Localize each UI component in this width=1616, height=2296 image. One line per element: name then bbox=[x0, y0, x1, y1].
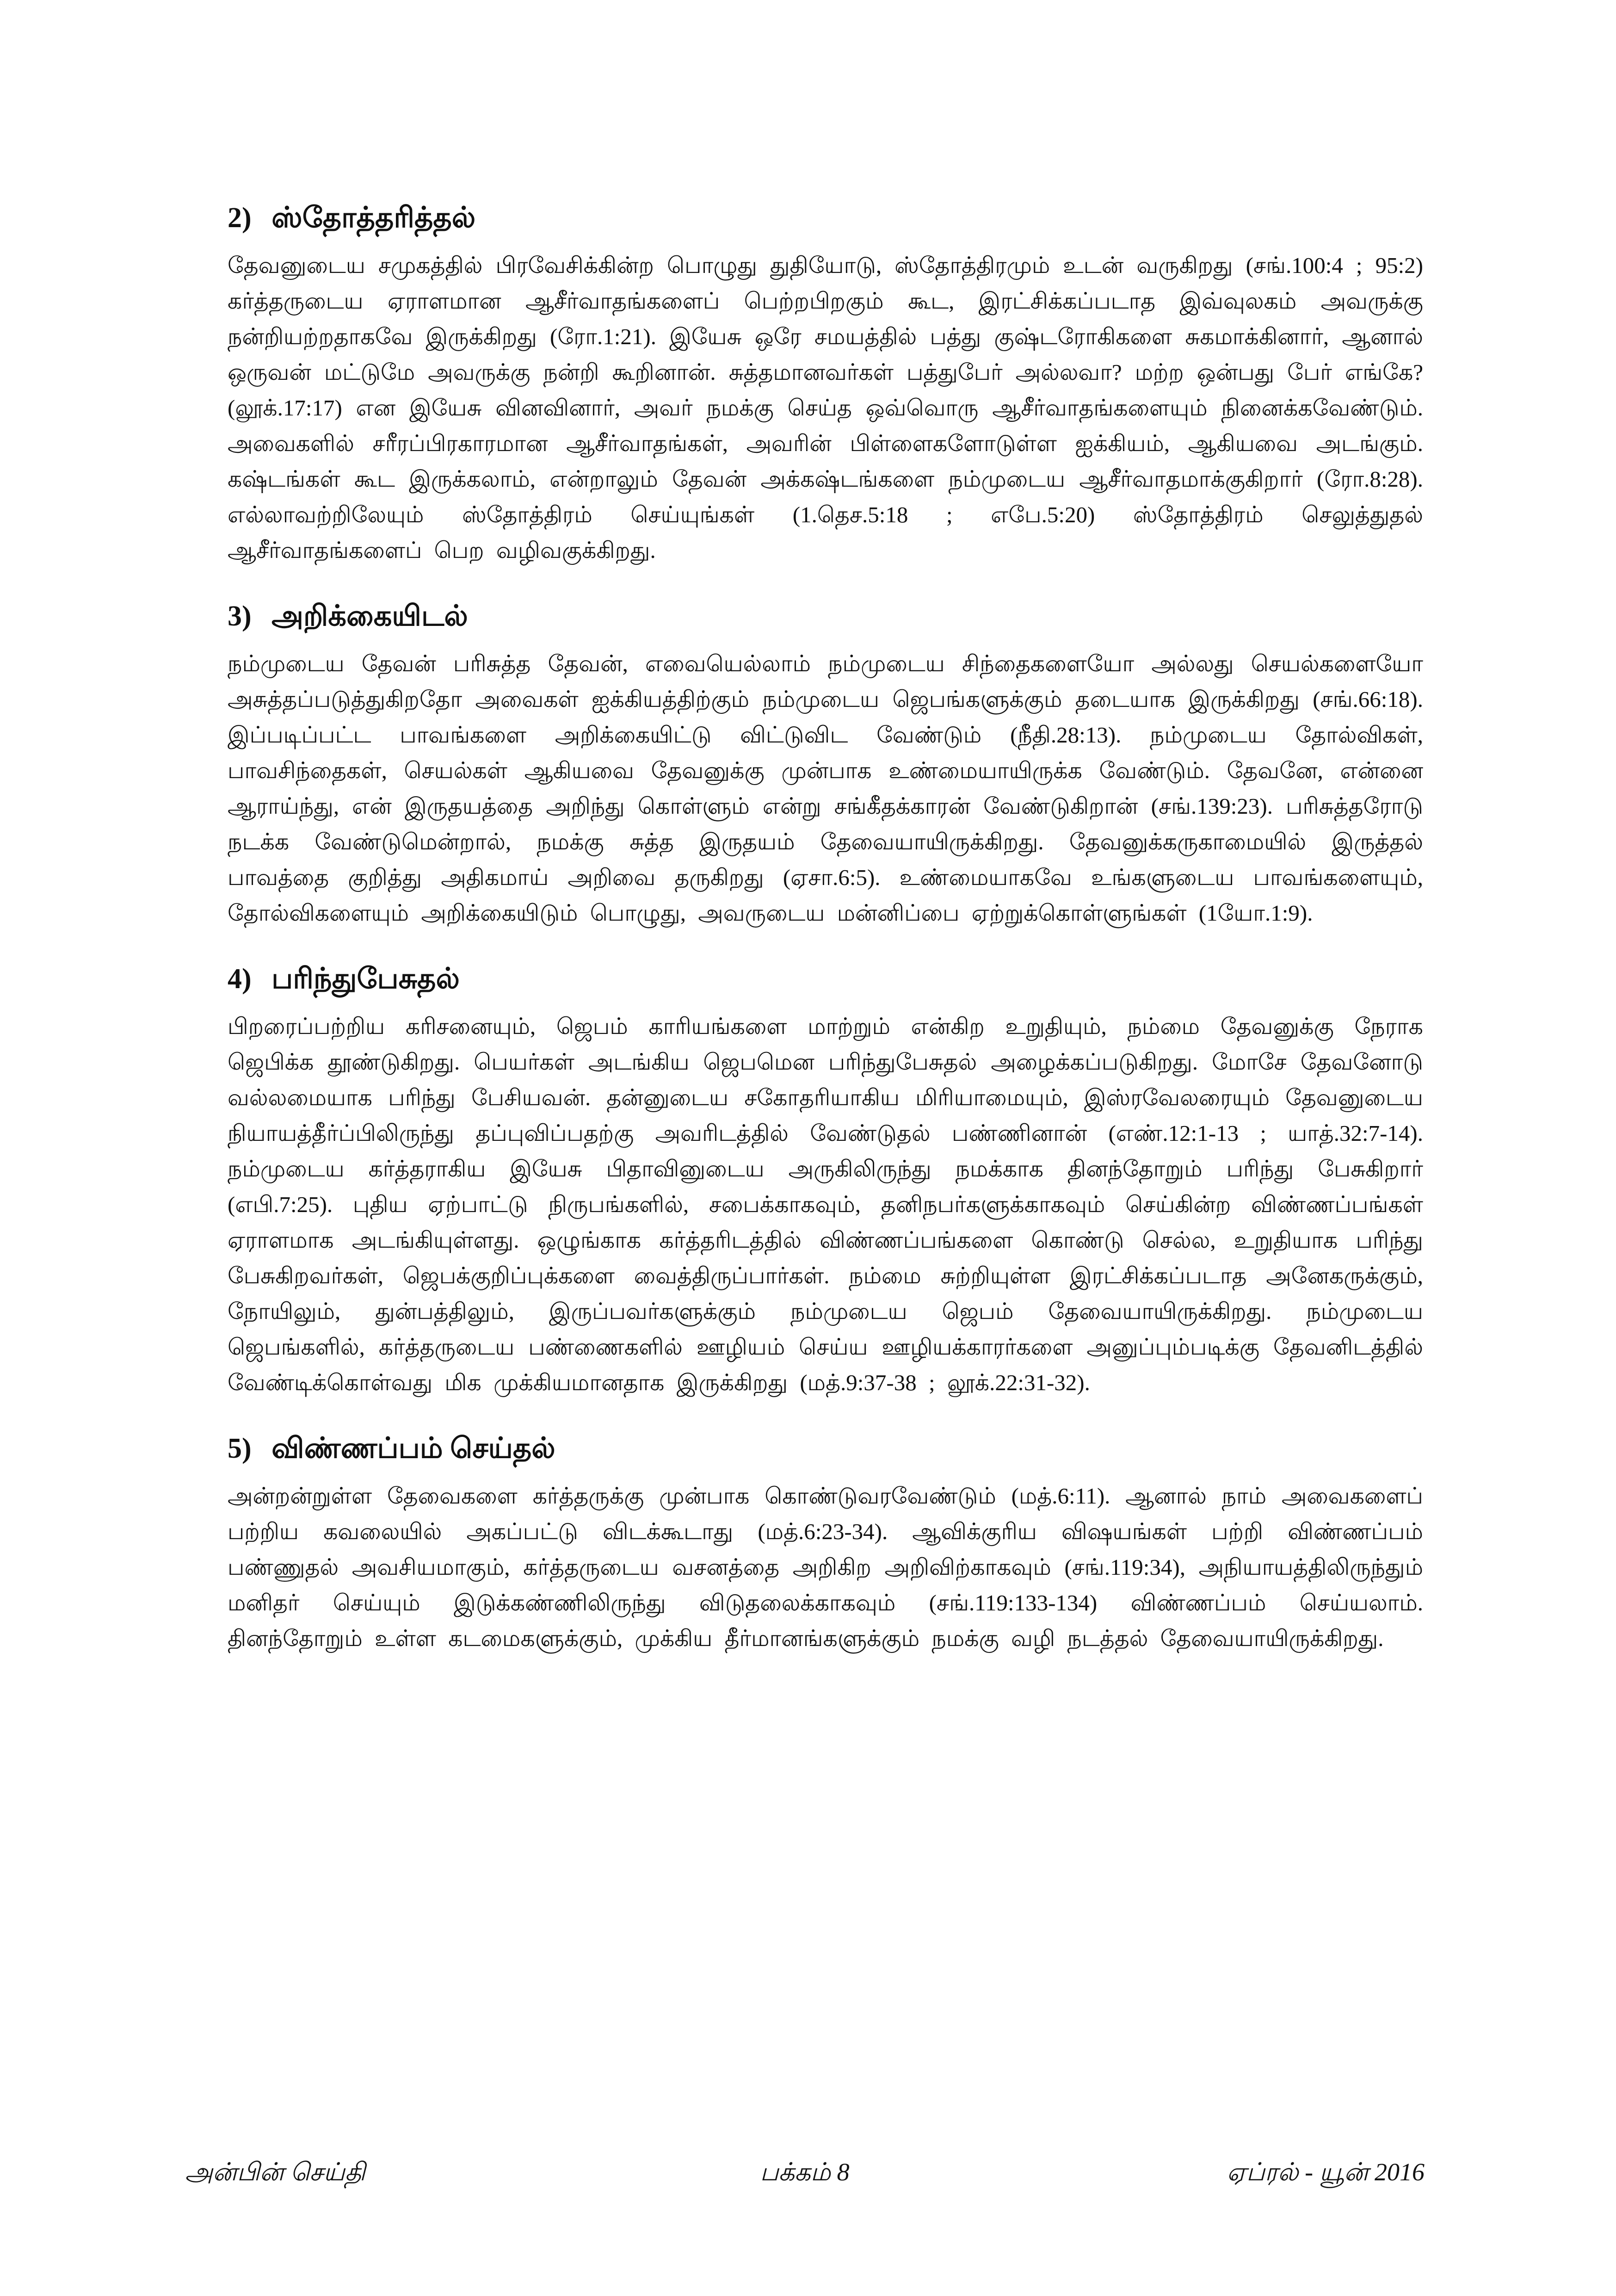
section-heading bbox=[228, 1427, 1423, 1470]
section-paragraph: அன்றன்றுள்ள தேவைகளை கர்த்தருக்கு முன்பாக கொண்டுவரவேண்டும் (மத்.6:11). ஆனால் நாம் அவைகளைப் பற்றிய கவலையில் அகப்பட்டு விடக்கூடாது (மத்.6:23-34). ஆவிக்குரிய விஷயங்கள் பற்றி விண்ணப்பம் பண்ணுதல் அவசியமாகும், கர்த்தருடைய வசனத்தை அறிகிற அறிவிற்காகவும் (சங்.119:34), அநியாயத்திலிருந்தும் மனிதர் செய்யும் இடுக்கண்ணிலிருந்து விடுதலைக்காகவும் (சங்.119:133-134) விண்ணப்பம் செய்யலாம். தினந்தோறும் உள்ள கடமைகளுக்கும், முக்கிய தீர்மானங்களுக்கும் நமக்கு வழி நடத்தல் தேவையாயிருக்கிறது. bbox=[228, 1483, 1423, 1651]
section-heading bbox=[228, 595, 1423, 637]
section-paragraph: பிறரைப்பற்றிய கரிசனையும், ஜெபம் காரியங்களை மாற்றும் என்கிற உறுதியும், நம்மை தேவனுக்கு நேராக ஜெபிக்க தூண்டுகிறது. பெயர்கள் அடங்கிய ஜெபமென பரிந்துபேசுதல் அழைக்கப்படுகிறது. மோசே தேவனோடு வல்லமையாக பரிந்து பேசியவன். தன்னுடைய சகோதரியாகிய மிரியாமையும், இஸ்ரவேலரையும் தேவனுடைய நியாயத்தீர்ப்பிலிருந்து தப்புவிப்பதற்கு அவரிடத்தில் வேண்டுதல் பண்ணினான் (எண்.12:1-13 ; யாத்.32:7-14). நம்முடைய கர்த்தராகிய இயேசு பிதாவினுடைய அருகிலிருந்து நமக்காக தினந்தோறும் பரிந்து பேசுகிறார் (எபி.7:25). புதிய ஏற்பாட்டு நிருபங்களில், சபைக்காகவும், தனிநபர்களுக்காகவும் செய்கின்ற விண்ணப்பங்கள் ஏராளமாக அடங்கியுள்ளது. ஒழுங்காக கர்த்தரிடத்தில் விண்ணப்பங்களை கொண்டு செல்ல, உறுதியாக பரிந்து பேசுகிறவர்கள், ஜெபக்குறிப்புக்களை வைத்திருப்பார்கள். நம்மை சுற்றியுள்ள இரட்சிக்கப்படாத அனேகருக்கும், நோயிலும், துன்பத்திலும், இருப்பவர்களுக்கும் நம்முடைய ஜெபம் தேவையாயிருக்கிறது. நம்முடைய ஜெபங்களில், கர்த்தருடைய பண்ணைகளில் ஊழியம் செய்ய ஊழியக்காரர்களை அனுப்பும்படிக்கு தேவனிடத்தில் வேண்டிக்கொள்வது மிக முக்கியமானதாக இருக்கிறது (மத்.9:37-38 ; லூக்.22:31-32). bbox=[228, 1014, 1423, 1395]
page-footer bbox=[185, 2157, 1425, 2187]
section-praise bbox=[228, 197, 1423, 568]
section-heading bbox=[228, 958, 1423, 1000]
footer-issue-date: ஏப்ரல் - யூன் 2016 bbox=[1227, 2158, 1425, 2186]
section-number: 5) bbox=[228, 1433, 252, 1464]
article-body bbox=[228, 197, 1423, 1659]
section-title: விண்ணப்பம் செய்தல் bbox=[271, 1433, 555, 1464]
section-title: பரிந்துபேசுதல் bbox=[271, 963, 460, 995]
section-petition bbox=[228, 1427, 1423, 1656]
section-paragraph: நம்முடைய தேவன் பரிசுத்த தேவன், எவையெல்லாம் நம்முடைய சிந்தைகளையோ அல்லது செயல்களையோ அசுத்தப்படுத்துகிறதோ அவைகள் ஐக்கியத்திற்கும் நம்முடைய ஜெபங்களுக்கும் தடையாக இருக்கிறது (சங்.66:18). இப்படிப்பட்ட பாவங்களை அறிக்கையிட்டு விட்டுவிட வேண்டும் (நீதி.28:13). நம்முடைய தோல்விகள், பாவசிந்தைகள், செயல்கள் ஆகியவை தேவனுக்கு முன்பாக உண்மையாயிருக்க வேண்டும். தேவனே, என்னை ஆராய்ந்து, என் இருதயத்தை அறிந்து கொள்ளும் என்று சங்கீதக்காரன் வேண்டுகிறான் (சங்.139:23). பரிசுத்தரோடு நடக்க வேண்டுமென்றால், நமக்கு சுத்த இருதயம் தேவையாயிருக்கிறது. தேவனுக்கருகாமையில் இருத்தல் பாவத்தை குறித்து அதிகமாய் அறிவை தருகிறது (ஏசா.6:5). உண்மையாகவே உங்களுடைய பாவங்களையும், தோல்விகளையும் அறிக்கையிடும் பொழுது, அவருடைய மன்னிப்பை ஏற்றுக்கொள்ளுங்கள் (1யோ.1:9). bbox=[228, 651, 1423, 926]
section-number: 4) bbox=[228, 963, 252, 995]
section-number: 3) bbox=[228, 600, 252, 632]
footer-publication-name: அன்பின் செய்தி bbox=[185, 2158, 365, 2186]
section-confession bbox=[228, 595, 1423, 931]
section-heading bbox=[228, 197, 1423, 239]
section-paragraph: தேவனுடைய சமுகத்தில் பிரவேசிக்கின்ற பொழுது துதியோடு, ஸ்தோத்திரமும் உடன் வருகிறது (சங்.100:4 ; 95:2) கர்த்தருடைய ஏராளமான ஆசீர்வாதங்களைப் பெற்றபிறகும் கூட, இரட்சிக்கப்படாத இவ்வுலகம் அவருக்கு நன்றியற்றதாகவே இருக்கிறது (ரோ.1:21). இயேசு ஒரே சமயத்தில் பத்து குஷ்டரோகிகளை சுகமாக்கினார், ஆனால் ஒருவன் மட்டுமே அவருக்கு நன்றி கூறினான். சுத்தமானவர்கள் பத்துபேர் அல்லவா? மற்ற ஒன்பது பேர் எங்கே? (லூக்.17:17) என இயேசு வினவினார், அவர் நமக்கு செய்த ஒவ்வொரு ஆசீர்வாதங்களையும் நினைக்கவேண்டும். அவைகளில் சரீரப்பிரகாரமான ஆசீர்வாதங்கள், அவரின் பிள்ளைகளோடுள்ள ஐக்கியம், ஆகியவை அடங்கும். கஷ்டங்கள் கூட இருக்கலாம், என்றாலும் தேவன் அக்கஷ்டங்களை நம்முடைய ஆசீர்வாதமாக்குகிறார் (ரோ.8:28). எல்லாவற்றிலேயும் ஸ்தோத்திரம் செய்யுங்கள் (1.தெச.5:18 ; எபே.5:20) ஸ்தோத்திரம் செலுத்துதல் ஆசீர்வாதங்களைப் பெற வழிவகுக்கிறது. bbox=[228, 253, 1423, 563]
section-number: 2) bbox=[228, 202, 252, 234]
footer-page-number: பக்கம் 8 bbox=[760, 2158, 850, 2186]
section-intercession bbox=[228, 958, 1423, 1400]
section-title: ஸ்தோத்தரித்தல் bbox=[271, 202, 476, 234]
section-title: அறிக்கையிடல் bbox=[271, 600, 468, 632]
